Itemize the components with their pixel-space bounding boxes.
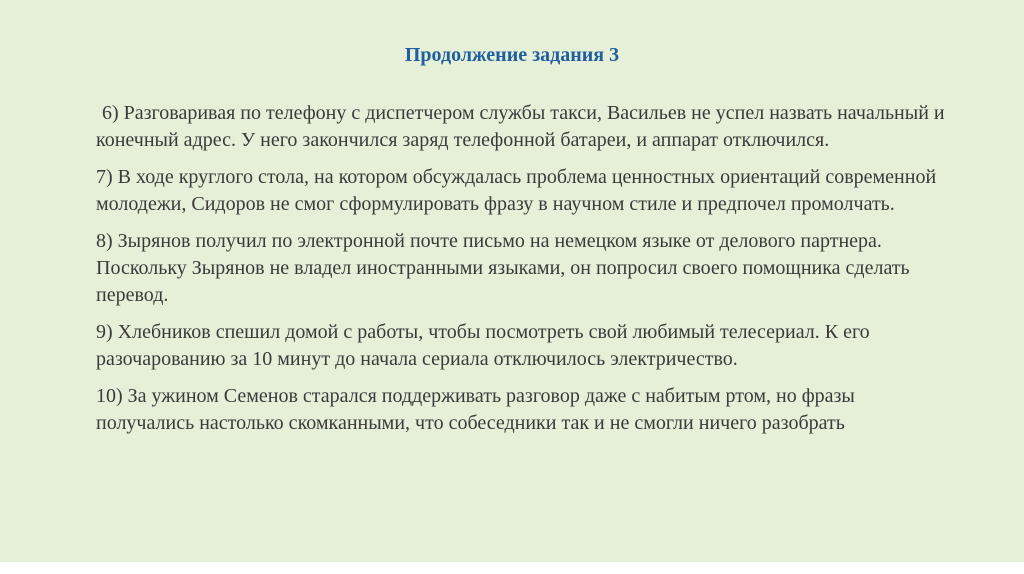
task-item-6: 6) Разговаривая по телефону с диспетчером службы такси, Васильев не успел назвать начальный и конечный адрес. У него закончился заряд телефонной батареи, и аппарат отключился. [96,102,945,151]
slide-title: Продолжение задания 3 [404,44,620,66]
task-list [96,100,956,447]
task-item-7: 7) В ходе круглого стола, на котором обсуждалась проблема ценностных ориентаций современной молодежи, Сидоров не смог сформулировать фразу в научном стиле и предпочел промолчать. [96,166,937,215]
task-item-8: 8) Зырянов получил по электронной почте письмо на немецком языке от делового партнера. Поскольку Зырянов не владел иностранными языками, он попросил своего помощника сделать перевод. [96,230,910,306]
task-item-9: 9) Хлебников спешил домой с работы, чтобы посмотреть свой любимый телесериал. К его разочарованию за 10 минут до начала сериала отключилось электричество. [96,321,870,370]
task-item-10: 10) За ужином Семенов старался поддерживать разговор даже с набитым ртом, но фразы получались настолько скомканными, что собеседники так и не смогли ничего разобрать [96,385,855,434]
